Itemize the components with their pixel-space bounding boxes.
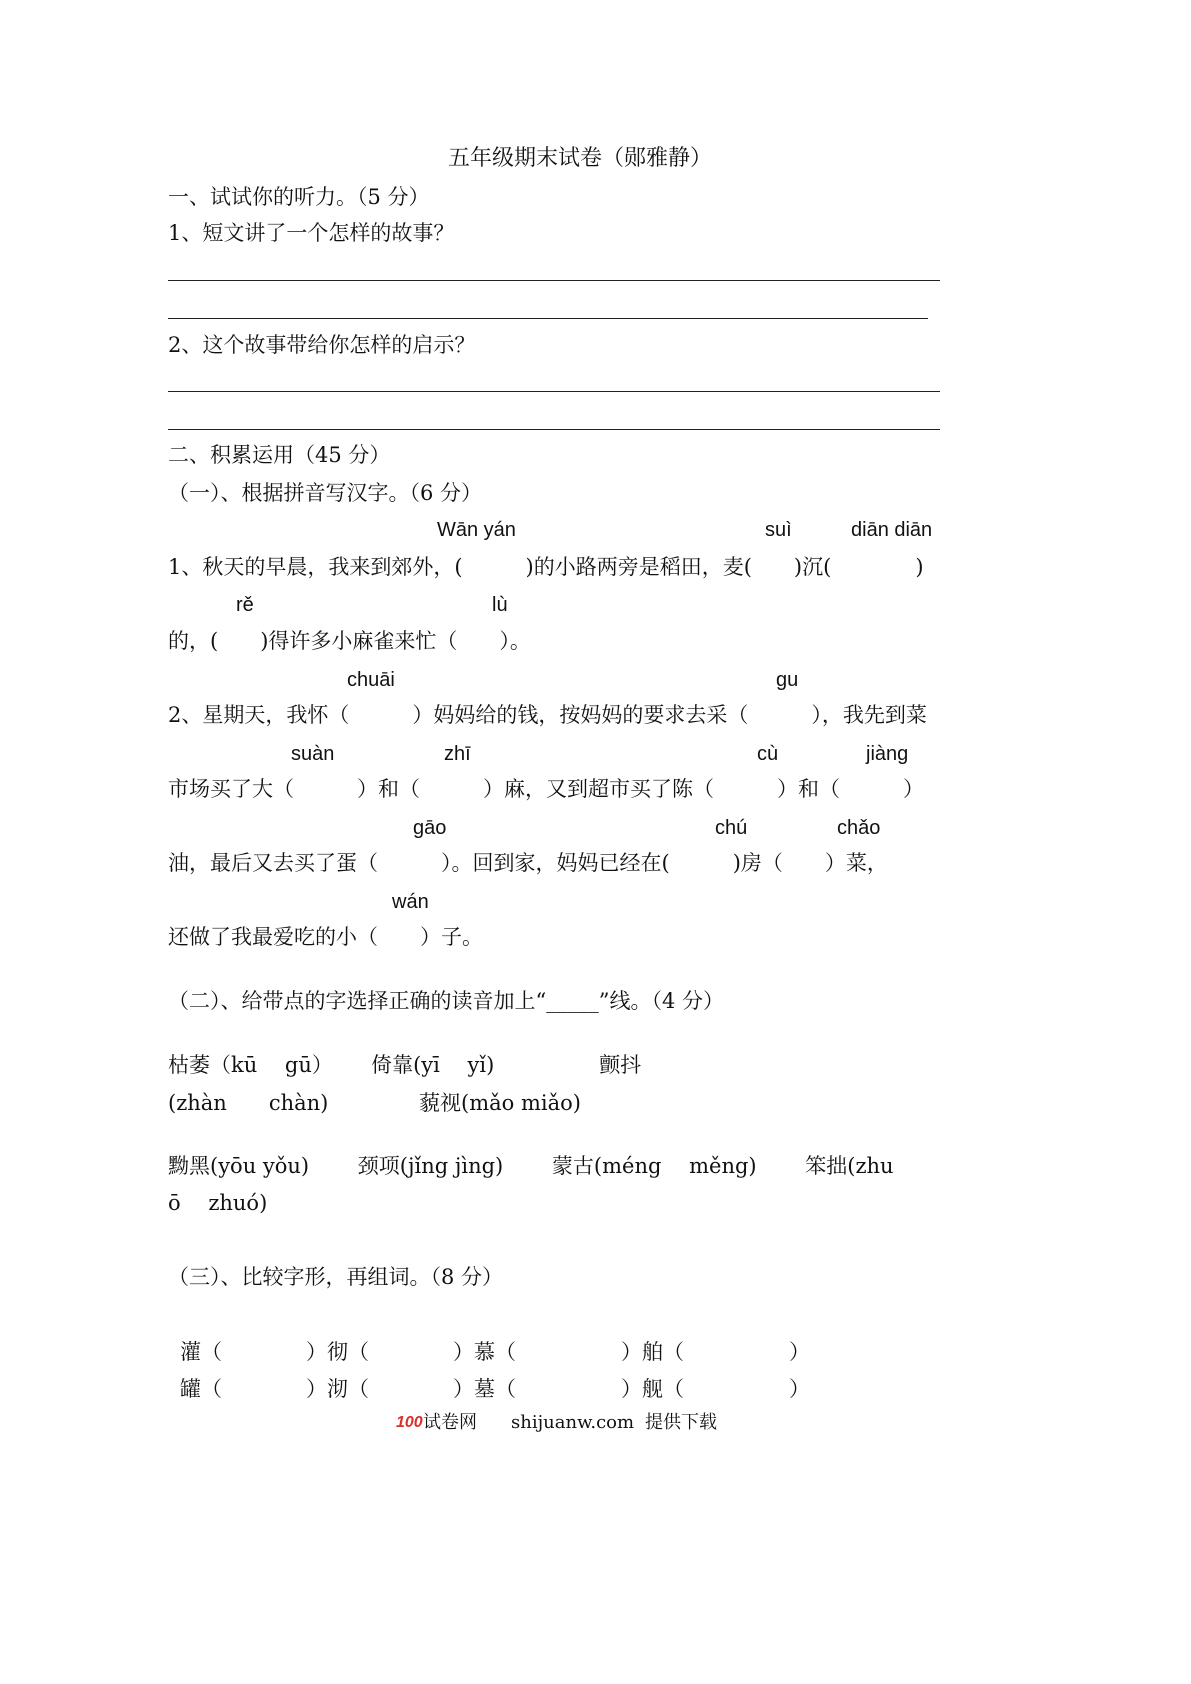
fill-line: 油，最后又去买了蛋（ ）。回到家，妈妈已经在( )房（ ）菜， (168, 851, 888, 875)
pinyin-hint: suàn (291, 743, 335, 765)
pinyin-hint: lù (492, 594, 508, 616)
pinyin-hint: Wān yán (437, 519, 516, 541)
question-1: 1、短文讲了一个怎样的故事？ (168, 221, 455, 245)
question-2: 2、这个故事带给你怎样的启示？ (168, 333, 476, 357)
part-1-heading: （一）、根据拼音写汉字。（6 分） (168, 481, 483, 505)
part-2-heading: （二）、给带点的字选择正确的读音加上“_____”线。（4 分） (168, 989, 725, 1013)
pinyin-hint: cù (757, 743, 779, 765)
pinyin-hint: gāo (413, 817, 447, 839)
fill-line: 市场买了大（ ）和（ ）麻，又到超市买了陈（ ）和（ ） (168, 777, 924, 801)
pinyin-hint: wán (392, 891, 429, 913)
pinyin-hint: chú (715, 817, 748, 839)
fill-line: 1、秋天的早晨，我来到郊外，( )的小路两旁是稻田，麦( )沉( ) (168, 555, 924, 579)
pinyin-hint: jiàng (866, 743, 909, 765)
pinyin-hint: diān diān (851, 519, 933, 541)
reading-row: (zhàn chàn) 藐视(mǎo miǎo) (168, 1091, 581, 1115)
answer-line (168, 280, 940, 281)
pinyin-hint: zhī (444, 743, 471, 765)
footer-site-name: 试卷网 (423, 1412, 477, 1433)
reading-row: ō zhuó) (168, 1191, 268, 1215)
reading-row: 枯萎（kū gū） 倚靠(yī yǐ) 颤抖 (168, 1053, 642, 1077)
word-row: 灌（ ）彻（ ）慕（ ）舶（ ） (180, 1340, 810, 1364)
pinyin-hint: rě (236, 594, 254, 616)
answer-line (168, 391, 940, 392)
section-2-heading: 二、积累运用（45 分） (168, 443, 391, 467)
fill-line: 2、星期天，我怀（ ）妈妈给的钱，按妈妈的要求去采（ ），我先到菜 (168, 703, 927, 727)
pinyin-hint: chǎo (837, 817, 881, 839)
reading-row: 黝黑(yōu yǒu) 颈项(jǐng jìng) 蒙古(méng měng) 笨拙(zhu (168, 1154, 894, 1178)
footer-note: 提供下载 (645, 1412, 717, 1433)
part-3-heading: （三）、比较字形，再组词。（8 分） (168, 1265, 504, 1289)
pinyin-hint: gu (776, 669, 799, 691)
page-title: 五年级期末试卷（郧雅静） (448, 146, 713, 171)
footer-url: shijuanw.com (511, 1412, 635, 1433)
pinyin-hint: suì (765, 519, 792, 541)
section-1-heading: 一、试试你的听力。（5 分） (168, 185, 430, 209)
answer-line (168, 429, 940, 430)
word-row: 罐（ ）沏（ ）墓（ ）舰（ ） (180, 1377, 810, 1401)
fill-line: 的，( )得许多小麻雀来忙（ ）。 (168, 629, 531, 653)
site-logo: 100 (396, 1414, 423, 1431)
answer-line (168, 318, 928, 319)
fill-line: 还做了我最爱吃的小（ ）子。 (168, 925, 483, 949)
pinyin-hint: chuāi (347, 669, 395, 691)
